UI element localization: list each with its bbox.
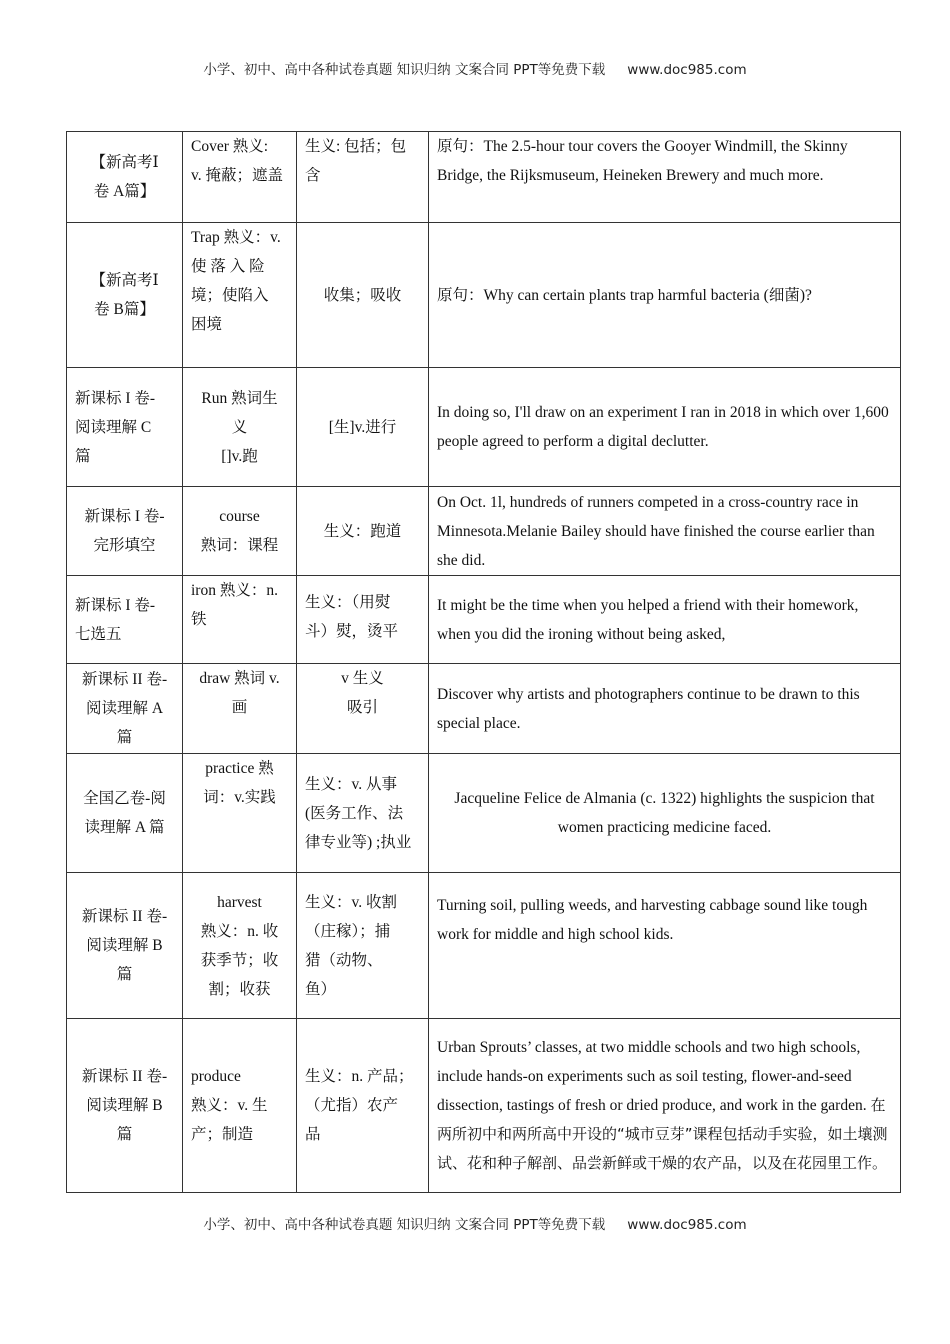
new-meaning-cell: 生义：v. 从事 (医务工作、法 律专业等) ;执业: [297, 754, 429, 873]
new-meaning-cell: 生义：（用熨 斗）熨，烫平: [297, 576, 429, 664]
source-cell: 【新高考Ⅰ 卷 B篇】: [67, 223, 183, 368]
familiar-meaning-cell: produce 熟义：v. 生 产；制造: [183, 1019, 297, 1193]
table-row: [67, 1019, 901, 1193]
table-row: [67, 873, 901, 1019]
table-row: [67, 754, 901, 873]
new-meaning-cell: 生义：v. 收割 （庄稼）；捕 猎（动物、 鱼）: [297, 873, 429, 1019]
sentence-cell: Turning soil, pulling weeds, and harvesting cabbage sound like tough work for middle and high school kids.: [429, 873, 901, 1019]
source-cell: 新课标 I 卷- 阅读理解 C 篇: [67, 368, 183, 487]
new-meaning-cell: 生义：跑道: [297, 487, 429, 576]
page-footer: [0, 1213, 950, 1233]
sentence-cell: It might be the time when you helped a friend with their homework, when you did the ironing without being asked,: [429, 576, 901, 664]
sentence-cell: Jacqueline Felice de Almania (c. 1322) highlights the suspicion that women practicing medicine faced.: [429, 754, 901, 873]
vocabulary-table: [66, 131, 901, 1193]
header-text: 小学、初中、高中各种试卷真题 知识归纳 文案合同 PPT等免费下载: [203, 62, 606, 78]
new-meaning-cell: v 生义 吸引: [297, 664, 429, 754]
source-cell: 新课标 II 卷- 阅读理解 B 篇: [67, 1019, 183, 1193]
sentence-cell: On Oct. 1l, hundreds of runners competed in a cross-country race in Minnesota.Melanie Bailey should have finished the course earlier than she did.: [429, 487, 901, 576]
familiar-meaning-cell: Cover 熟义: v. 掩蔽；遮盖: [183, 132, 297, 223]
table-row: [67, 664, 901, 754]
source-cell: 全国乙卷-阅 读理解 A 篇: [67, 754, 183, 873]
familiar-meaning-cell: harvest 熟义：n. 收 获季节；收 割；收获: [183, 873, 297, 1019]
familiar-meaning-cell: draw 熟词 v. 画: [183, 664, 297, 754]
new-meaning-cell: 收集；吸收: [297, 223, 429, 368]
table-row: [67, 132, 901, 223]
table-row: [67, 223, 901, 368]
new-meaning-cell: 生义: 包括；包 含: [297, 132, 429, 223]
page-header: [0, 58, 950, 78]
sentence-cell: [429, 1019, 901, 1193]
table-row: [67, 576, 901, 664]
familiar-meaning-cell: practice 熟 词：v.实践: [183, 754, 297, 873]
familiar-meaning-cell: Run 熟词生 义 []v.跑: [183, 368, 297, 487]
sentence-cell: 原句：Why can certain plants trap harmful bacteria (细菌)?: [429, 223, 901, 368]
source-cell: 新课标 II 卷- 阅读理解 A 篇: [67, 664, 183, 754]
sentence-translation: 在两所初中和两所高中开设的“城市豆芽”课程包括动手实验，如土壤测试、花和种子解剖、品尝新鲜或干燥的农产品，以及在花园里工作。: [437, 1096, 888, 1172]
source-cell: 新课标 I 卷- 七选五: [67, 576, 183, 664]
sentence-cell: Discover why artists and photographers continue to be drawn to this special place.: [429, 664, 901, 754]
familiar-meaning-cell: Trap 熟义：v. 使 落 入 险 境；使陷入 困境: [183, 223, 297, 368]
familiar-meaning-cell: iron 熟义：n. 铁: [183, 576, 297, 664]
table-row: [67, 368, 901, 487]
new-meaning-cell: [生]v.进行: [297, 368, 429, 487]
sentence-text: Urban Sprouts’ classes, at two middle schools and two high schools, include hands-on experiments such as soil testing, flower-and-seed dissection, tastings of fresh or dried produce, and work in the garden.: [437, 1039, 871, 1114]
source-cell: 新课标 II 卷- 阅读理解 B 篇: [67, 873, 183, 1019]
sentence-cell: In doing so, I'll draw on an experiment I ran in 2018 in which over 1,600 people agreed to perform a digital declutter.: [429, 368, 901, 487]
new-meaning-cell: 生义：n. 产品； （尤指）农产 品: [297, 1019, 429, 1193]
source-cell: 新课标 I 卷- 完形填空: [67, 487, 183, 576]
table-row: [67, 487, 901, 576]
source-cell: 【新高考Ⅰ 卷 A篇】: [67, 132, 183, 223]
footer-text: 小学、初中、高中各种试卷真题 知识归纳 文案合同 PPT等免费下载: [203, 1217, 606, 1233]
footer-url[interactable]: www.doc985.com: [627, 1217, 747, 1233]
familiar-meaning-cell: course 熟词：课程: [183, 487, 297, 576]
sentence-cell: 原句：The 2.5-hour tour covers the Gooyer Windmill, the Skinny Bridge, the Rijksmuseum, Heineken Brewery and much more.: [429, 132, 901, 223]
header-url[interactable]: www.doc985.com: [627, 62, 747, 78]
